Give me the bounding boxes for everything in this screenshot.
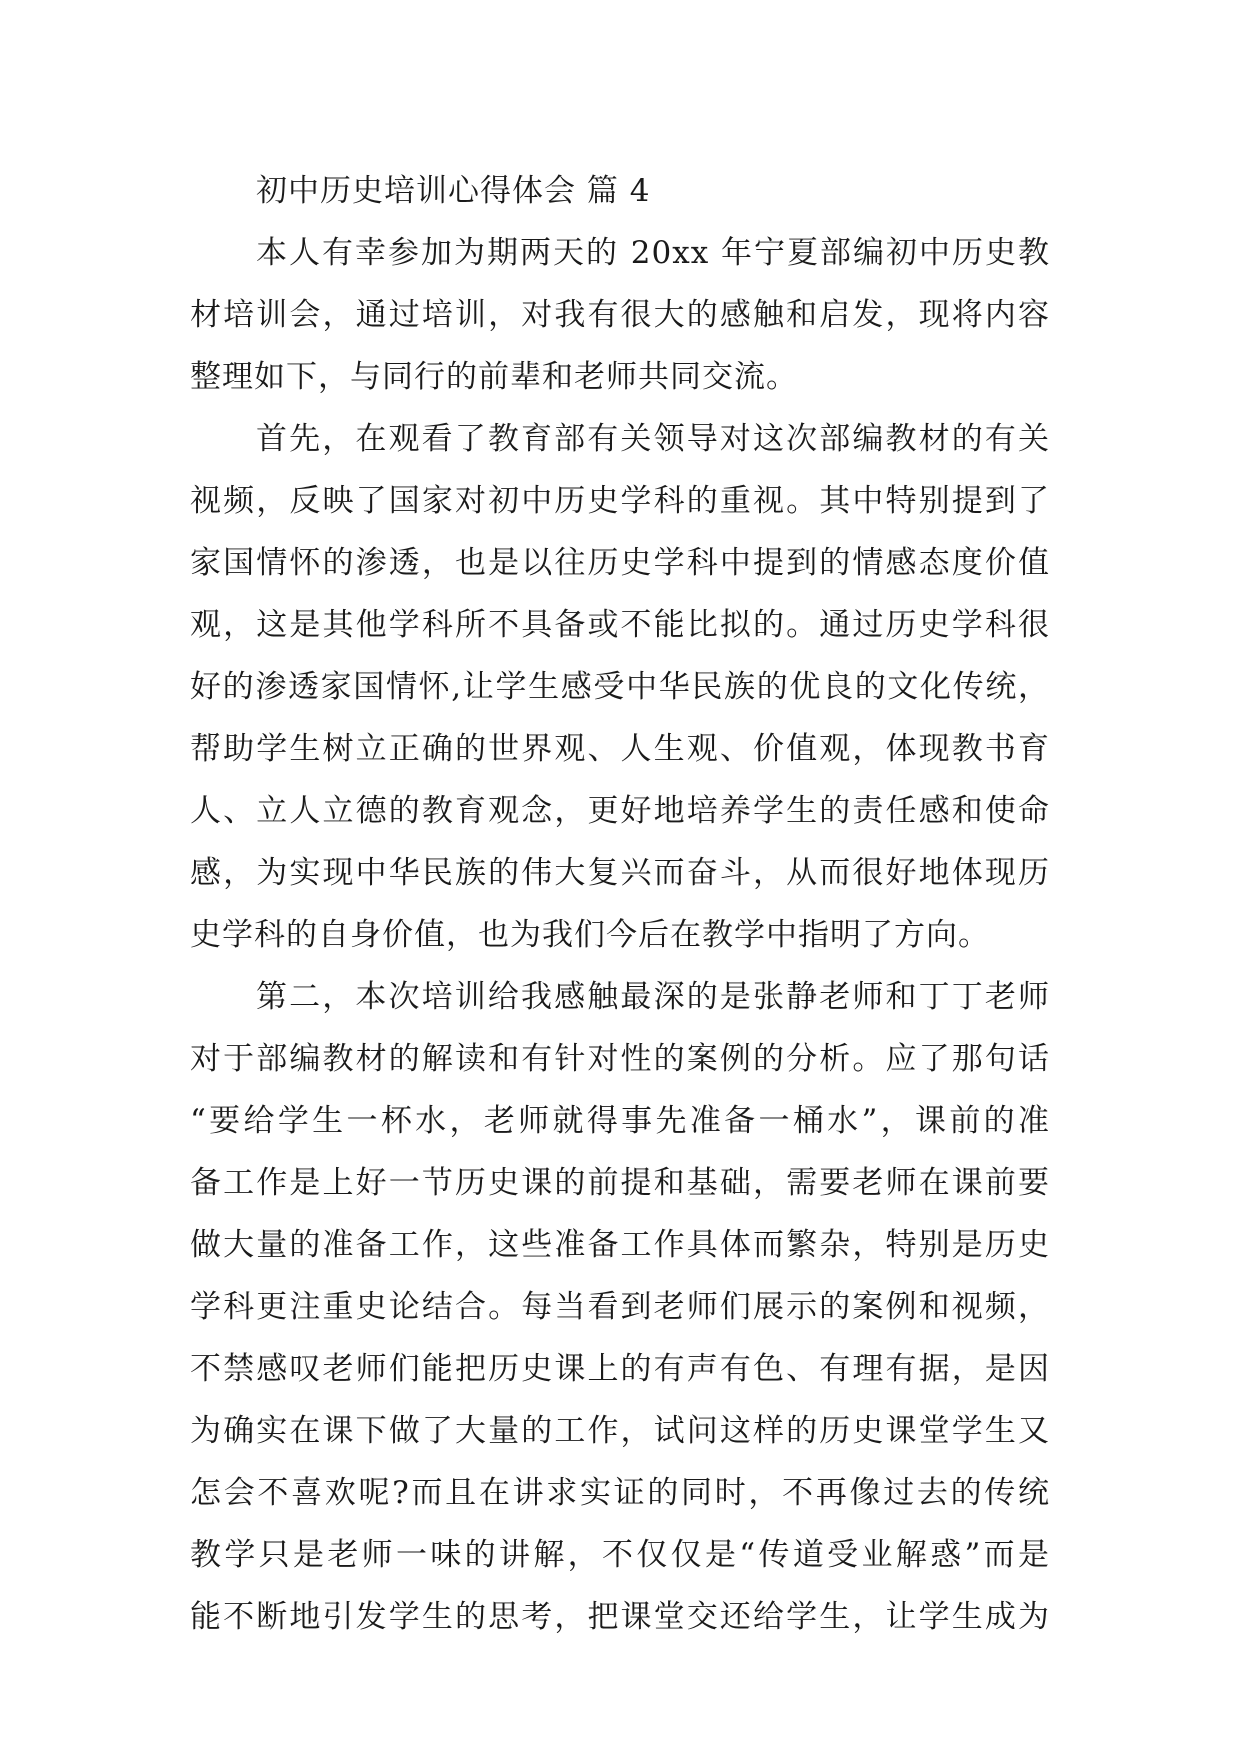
paragraph-line: 不禁感叹老师们能把历史课上的有声有色、有理有据，是因 — [190, 1351, 1050, 1387]
paragraph-line: 备工作是上好一节历史课的前提和基础，需要老师在课前要 — [190, 1165, 1050, 1201]
paragraph-line: 史学科的自身价值，也为我们今后在教学中指明了方向。 — [190, 917, 990, 953]
paragraph-line: 首先，在观看了教育部有关领导对这次部编教材的有关 — [256, 421, 1050, 457]
paragraph-line: 视频，反映了国家对初中历史学科的重视。其中特别提到了 — [190, 483, 1050, 519]
paragraph-line: 帮助学生树立正确的世界观、人生观、价值观，体现教书育 — [190, 731, 1050, 767]
paragraph-line: 第二，本次培训给我感触最深的是张静老师和丁丁老师 — [256, 979, 1050, 1015]
paragraph-line: 教学只是老师一味的讲解，不仅仅是“传道受业解惑”而是 — [190, 1537, 1050, 1573]
paragraph-line: 对于部编教材的解读和有针对性的案例的分析。应了那句话 — [190, 1041, 1050, 1077]
paragraph-line: 学科更注重史论结合。每当看到老师们展示的案例和视频， — [190, 1289, 1050, 1325]
paragraph-line: 怎会不喜欢呢?而且在讲求实证的同时，不再像过去的传统 — [190, 1475, 1050, 1511]
paragraph-1 — [190, 222, 1050, 408]
paragraph-line: 整理如下，与同行的前辈和老师共同交流。 — [190, 359, 798, 395]
document-content — [190, 160, 1050, 1648]
paragraph-line: 好的渗透家国情怀,让学生感受中华民族的优良的文化传统， — [190, 669, 1050, 705]
paragraph-2 — [190, 408, 1050, 966]
paragraph-line: 本人有幸参加为期两天的 20xx 年宁夏部编初中历史教 — [256, 235, 1050, 271]
paragraph-line: 感，为实现中华民族的伟大复兴而奋斗，从而很好地体现历 — [190, 855, 1050, 891]
paragraph-line: 为确实在课下做了大量的工作，试问这样的历史课堂学生又 — [190, 1413, 1050, 1449]
paragraph-line: 观，这是其他学科所不具备或不能比拟的。通过历史学科很 — [190, 607, 1050, 643]
document-title: 初中历史培训心得体会 篇 4 — [256, 173, 651, 209]
paragraph-line: 家国情怀的渗透，也是以往历史学科中提到的情感态度价值 — [190, 545, 1050, 581]
paragraph-line: 做大量的准备工作，这些准备工作具体而繁杂，特别是历史 — [190, 1227, 1050, 1263]
paragraph-line: 能不断地引发学生的思考，把课堂交还给学生，让学生成为 — [190, 1599, 1050, 1635]
paragraph-line: 材培训会，通过培训，对我有很大的感触和启发，现将内容 — [190, 297, 1050, 333]
paragraph-3 — [190, 966, 1050, 1648]
paragraph-line: “要给学生一杯水，老师就得事先准备一桶水”，课前的准 — [190, 1103, 1050, 1139]
paragraph-line: 人、立人立德的教育观念，更好地培养学生的责任感和使命 — [190, 793, 1050, 829]
